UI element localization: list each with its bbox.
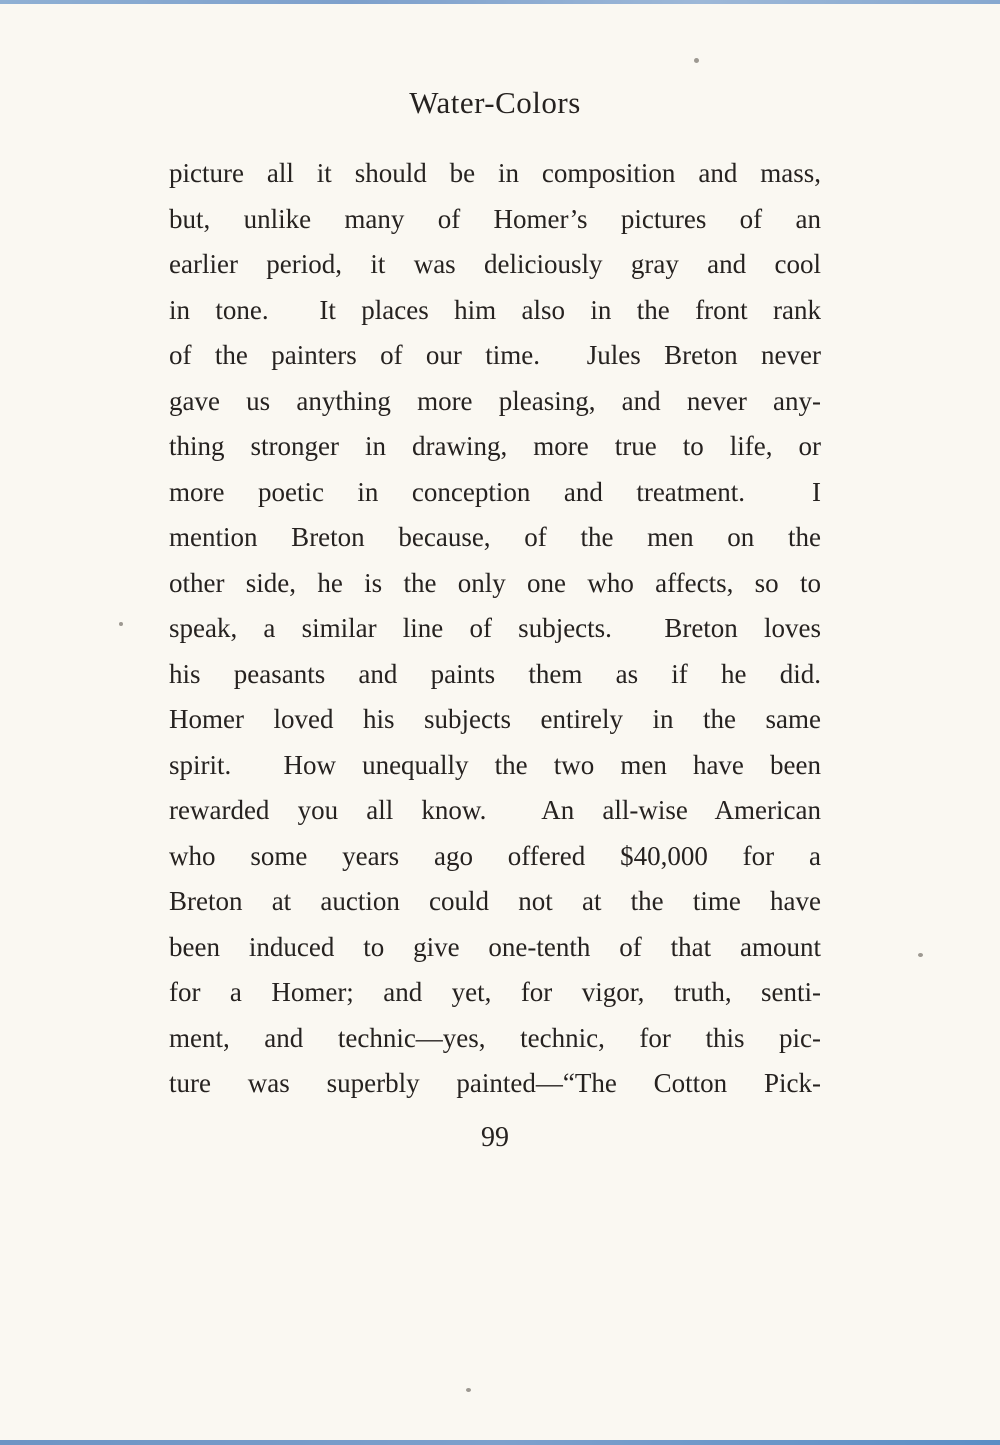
text-line: earlier period, it was deliciously gray and cool [169,249,821,279]
text-line: rewarded you all know. An all-wise American [169,795,821,825]
text-line: mention Breton because, of the men on the [169,522,821,552]
text-line: ment, and technic—yes, technic, for this pic- [169,1022,821,1053]
text-line: who some years ago offered $40,000 for a [169,840,821,871]
scan-speck [119,622,123,626]
scan-speck [466,1388,471,1392]
page-number: 99 [481,1122,509,1153]
scan-edge-top [0,0,1000,4]
text-line: but, unlike many of Homer’s pictures of an [169,203,821,234]
text-line: spirit. How unequally the two men have been [169,749,821,780]
text-line: more poetic in conception and treatment. I [169,476,821,507]
text-line: gave us anything more pleasing, and never any- [169,385,821,416]
text-line: thing stronger in drawing, more true to life, or [169,431,821,461]
text-line: ture was superbly painted—“The Cotton Pick- [169,1068,821,1098]
text-line: picture all it should be in composition and mass, [169,158,821,188]
body-text [169,151,821,1107]
scan-speck [918,953,923,957]
text-line: of the painters of our time. Jules Breton never [169,340,821,370]
text-line: in tone. It places him also in the front rank [169,294,821,325]
text-line: for a Homer; and yet, for vigor, truth, senti- [169,977,821,1007]
text-line: been induced to give one-tenth of that amount [169,931,821,962]
text-line: his peasants and paints them as if he did. [169,658,821,689]
scan-speck [694,58,699,63]
text-line: other side, he is the only one who affects, so to [169,567,821,598]
text-line: speak, a similar line of subjects. Breton loves [169,613,821,643]
running-header: Water-Colors [409,85,581,120]
text-line: Breton at auction could not at the time have [169,886,821,916]
text-line: Homer loved his subjects entirely in the same [169,704,821,734]
scan-edge-bottom [0,1440,1000,1445]
